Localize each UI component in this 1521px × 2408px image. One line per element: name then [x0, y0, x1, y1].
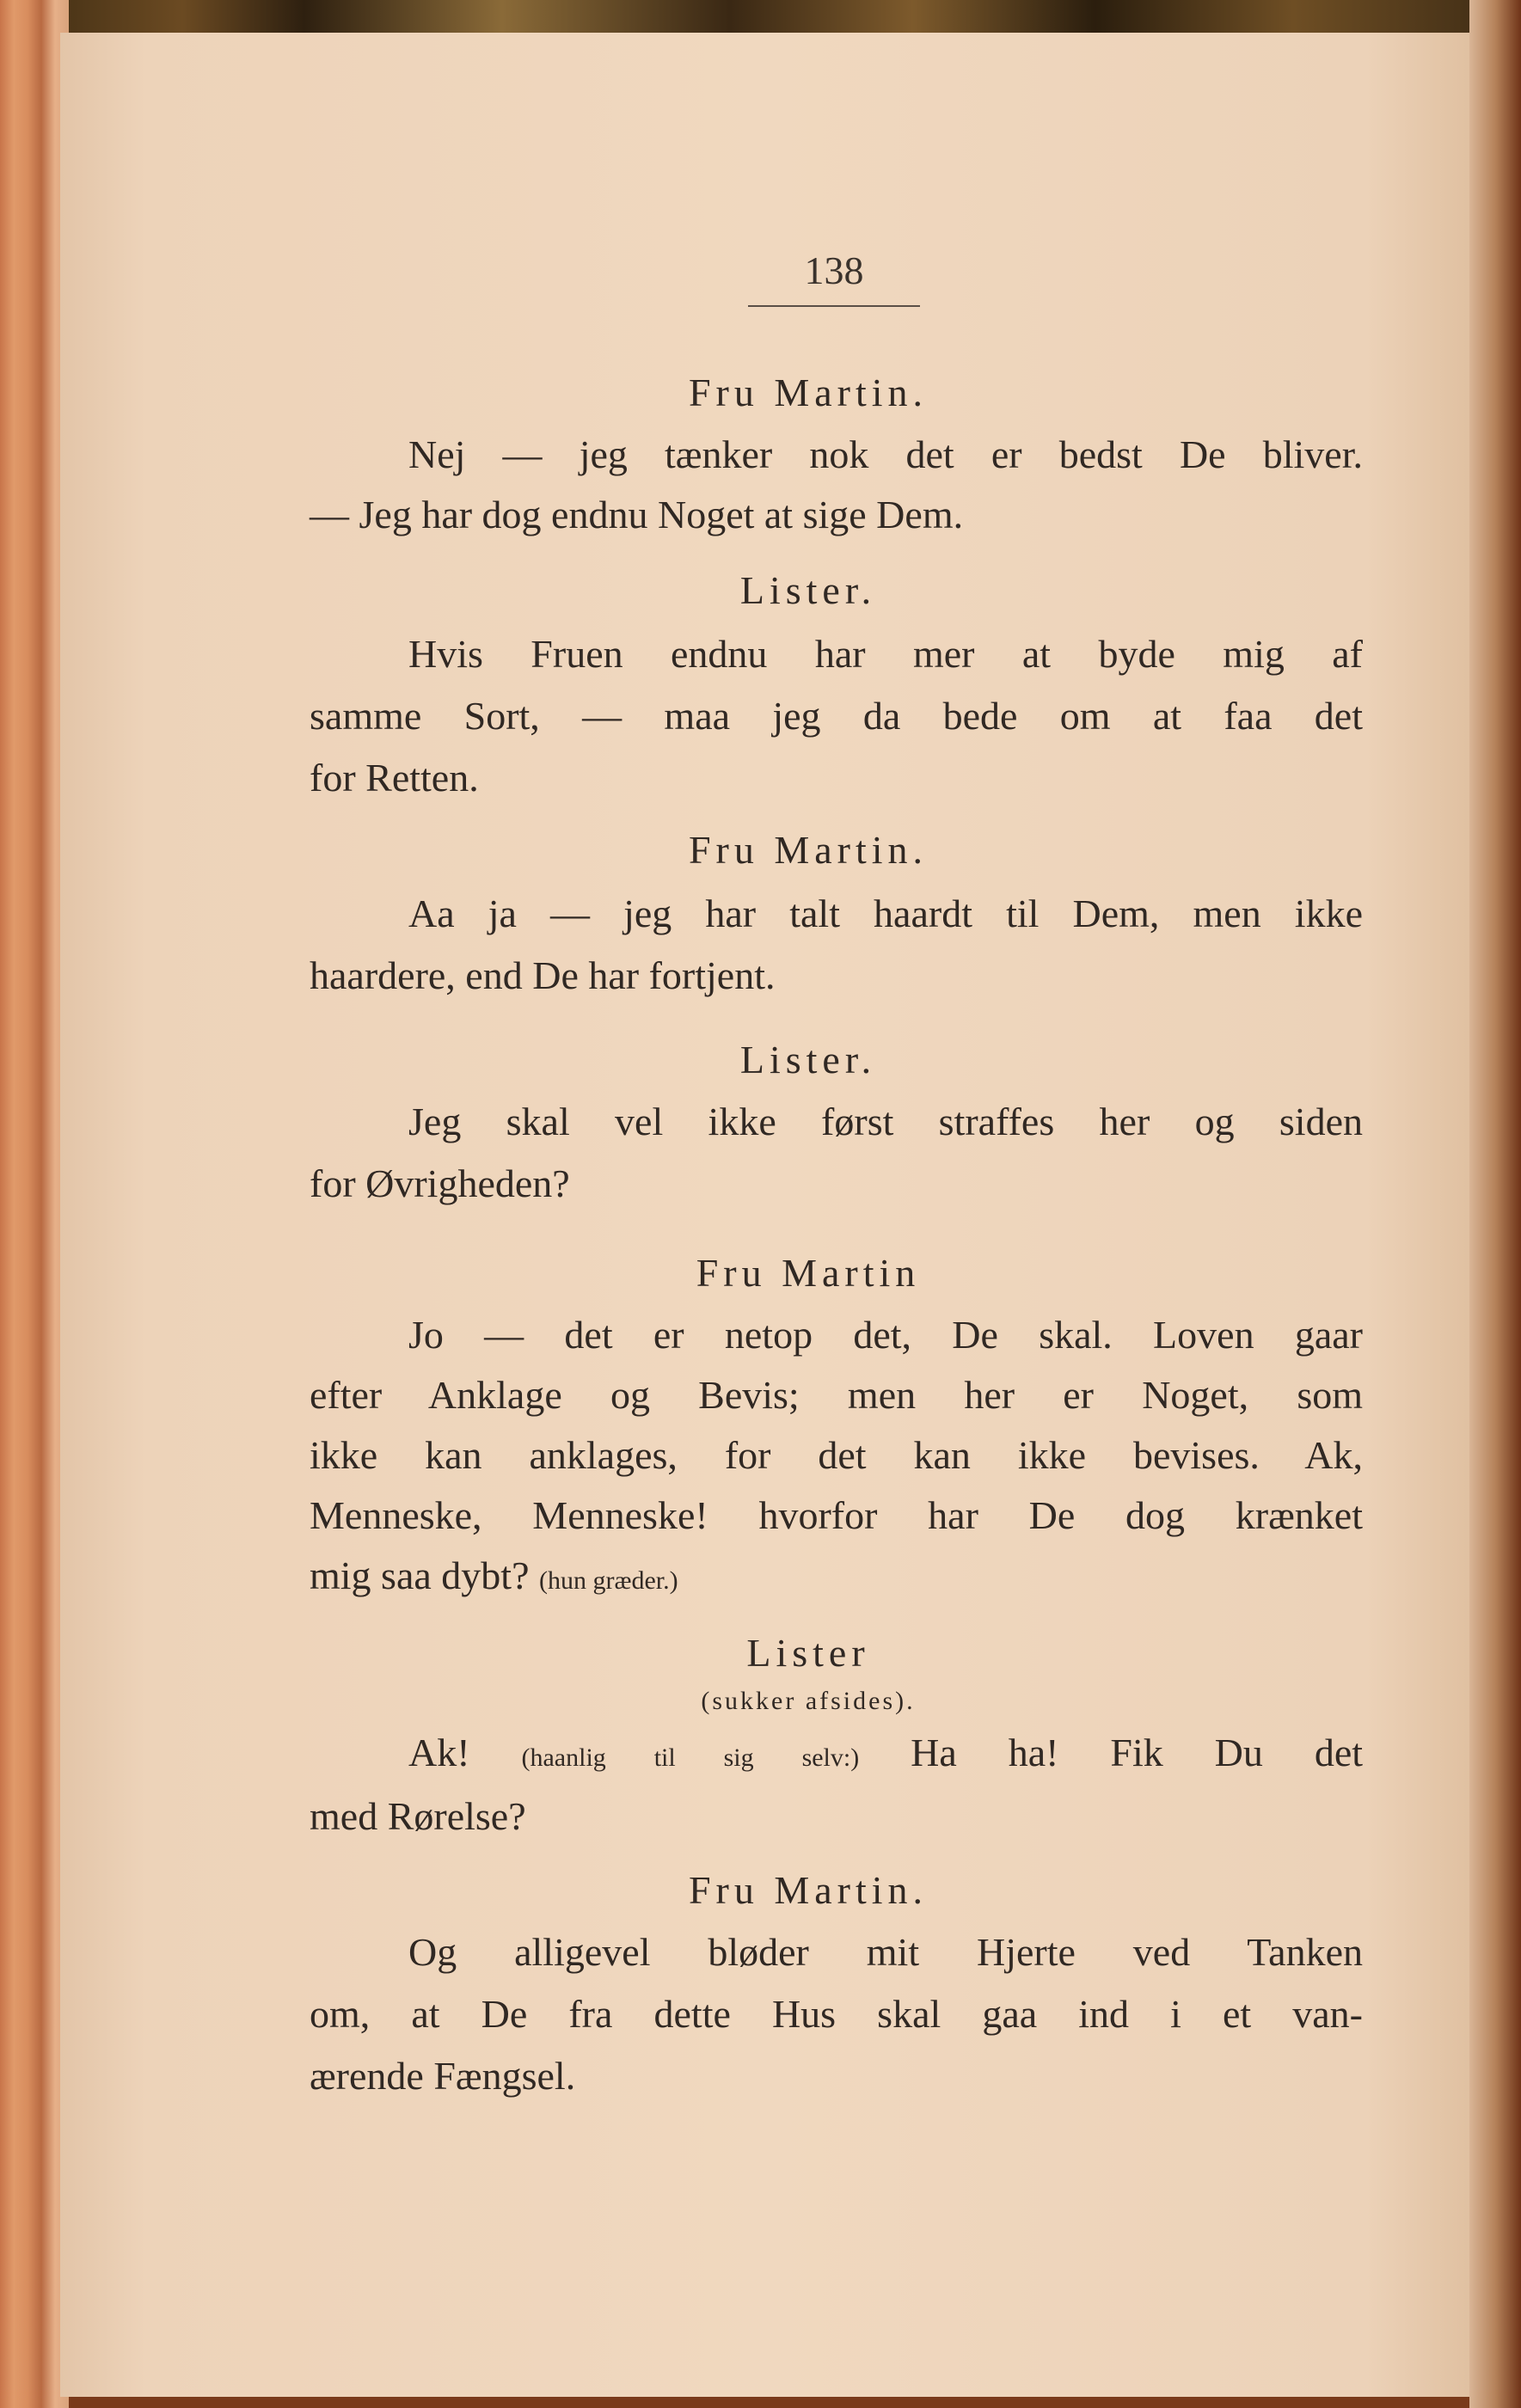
speaker-fru-martin: Fru Martin — [696, 1251, 921, 1295]
text-line — [408, 1730, 1363, 1775]
page-number: 138 — [804, 248, 864, 292]
speaker-fru-martin: Fru Martin. — [688, 828, 929, 872]
text-line: for Retten. — [310, 756, 479, 800]
stage-direction: (sukker afsides). — [701, 1687, 916, 1715]
text-line: Menneske, Menneske! hvorfor har De dog krænket — [310, 1493, 1363, 1537]
text-line: Jeg skal vel ikke først straffes her og siden — [408, 1100, 1363, 1143]
text-line — [310, 1553, 1363, 1598]
text-line: haardere, end De har fortjent. — [310, 953, 776, 997]
speaker-lister: Lister — [746, 1631, 870, 1675]
text-line: Jo — det er netop det, De skal. Loven gaar — [408, 1313, 1363, 1357]
speaker-lister: Lister. — [739, 1038, 877, 1081]
text-line: Og alligevel bløder mit Hjerte ved Tanken — [408, 1930, 1363, 1974]
text-line: Nej — jeg tænker nok det er bedst De bliver. — [408, 432, 1363, 476]
text-line: Hvis Fruen endnu har mer at byde mig af — [408, 632, 1363, 676]
text-line: Aa ja — jeg har talt haardt til Dem, men ikke — [408, 892, 1363, 935]
stage-direction: (haanlig til sig selv:) — [521, 1743, 860, 1772]
text-line: efter Anklage og Bevis; men her er Noget, som — [310, 1373, 1363, 1417]
page-number-rule — [748, 305, 920, 307]
speaker-fru-martin: Fru Martin. — [688, 1868, 929, 1912]
text-line: med Rørelse? — [310, 1794, 526, 1838]
speaker-fru-martin: Fru Martin. — [688, 371, 929, 414]
text-line: — Jeg har dog endnu Noget at sige Dem. — [310, 493, 964, 536]
page-edge-right — [1469, 0, 1521, 2408]
text-line: ærende Fængsel. — [310, 2054, 576, 2098]
text-fragment: Ha ha! Fik Du det — [911, 1731, 1364, 1774]
text-line: om, at De fra dette Hus skal gaa ind i et van- — [310, 1992, 1363, 2036]
text-line: ikke kan anklages, for det kan ikke bevises. Ak, — [310, 1433, 1363, 1477]
text-line: for Øvrigheden? — [310, 1161, 570, 1205]
stage-direction: (hun græder.) — [539, 1566, 678, 1595]
text-fragment: mig saa dybt? — [310, 1553, 530, 1597]
book-spine-edge — [0, 0, 69, 2408]
text-fragment: Ak! — [408, 1731, 470, 1774]
speaker-lister: Lister. — [739, 568, 877, 612]
text-line: samme Sort, — maa jeg da bede om at faa det — [310, 694, 1363, 738]
marbled-cover-edge — [0, 0, 1521, 34]
